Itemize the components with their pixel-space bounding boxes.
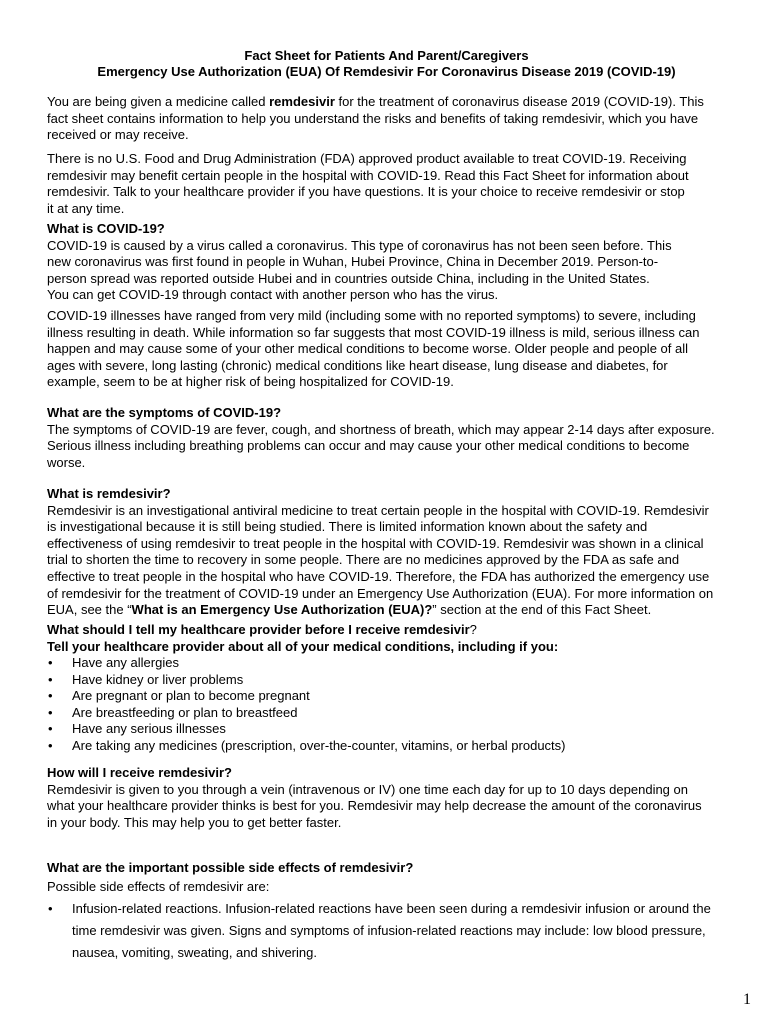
body-line: COVID-19 is caused by a virus called a coronavirus. This type of coronavirus has not been seen before. This [47,237,672,253]
bullet-line: nausea, vomiting, sweating, and shivering. [72,945,317,960]
document-title: Fact Sheet for Patients And Parent/Caregivers [244,48,529,63]
body-line: You can get COVID-19 through contact with another person who has the virus. [47,287,499,303]
covid-illness-paragraph [47,308,762,391]
body-line: is investigational because it is still being studied. There is limited information known about the safety and [47,519,648,535]
section-symptoms [47,405,762,471]
list-item: • Are taking any medicines (prescription, over-the-counter, vitamins, or herbal products) [47,738,762,755]
intro-line: remdesivir. Talk to your healthcare provider if you have questions. It is your choice to receive remdesivir or stop [47,184,685,200]
section-heading: What is remdesivir? [47,486,171,501]
body-line: worse. [47,454,86,470]
intro-paragraph-2 [47,151,762,217]
list-item: • Have any serious illnesses [47,721,762,738]
body-line: new coronavirus was first found in people in Wuhan, Hubei Province, China in December 2019. Person-to- [47,254,659,270]
list-item: • Are breastfeeding or plan to breastfeed [47,705,762,722]
section-heading: What are the symptoms of COVID-19? [47,405,282,420]
section-heading: What are the important possible side effects of remdesivir? [47,860,414,875]
bullet-line: Infusion-related reactions. Infusion-related reactions have been seen during a remdesivir infusion or around the [72,901,711,916]
body-line: ages with severe, long lasting (chronic) medical conditions like heart disease, lung disease and diabetes, for [47,357,668,373]
body-line: The symptoms of COVID-19 are fever, cough, and shortness of breath, which may appear 2-14 days after exposure. [47,421,715,437]
body-line: in your body. This may help you to get better faster. [47,814,342,830]
intro-line: remdesivir may benefit certain people in the hospital with COVID-19. Read this Fact Sheet for information about [47,167,689,183]
section-heading: What is COVID-19? [47,221,165,236]
body-line: EUA, see the “What is an Emergency Use Authorization (EUA)?” section at the end of this Fact Sheet. [47,602,652,618]
list-item: • Have any allergies [47,655,762,672]
section-heading: How will I receive remdesivir? [47,765,232,780]
section-subheading: Tell your healthcare provider about all of your medical conditions, including if you: [47,638,559,654]
section-what-is-remdesivir [47,486,762,619]
section-what-is-covid [47,221,762,304]
document-subtitle: Emergency Use Authorization (EUA) Of Remdesivir For Coronavirus Disease 2019 (COVID-19) [97,64,676,79]
side-effects-bullet [47,901,762,967]
bullet-marker: • [48,901,53,916]
section-heading: What should I tell my healthcare provider before I receive remdesivir? [47,622,477,637]
body-line: effective to treat people in the hospital who have COVID-19. Therefore, the FDA has authorized the emergency use [47,568,710,584]
body-line: example, seem to be at higher risk of being hospitalized for COVID-19. [47,374,454,390]
body-line: effectiveness of using remdesivir to treat people in the hospital with COVID-19. Remdesivir was shown in a clinical [47,535,704,551]
list-item: • Have kidney or liver problems [47,672,762,689]
body-line: what your healthcare provider thinks is best for you. Remdesivir may help decrease the amount of the coronavirus [47,798,702,814]
conditions-list [47,655,762,754]
body-line: of remdesivir for the treatment of COVID-19 under an Emergency Use Authorization (EUA). For more information on [47,585,714,601]
page-number: 1 [743,991,751,1008]
body-line: Remdesivir is given to you through a vein (intravenous or IV) one time each day for up to 10 days depending on [47,781,688,797]
intro-line: it at any time. [47,200,125,216]
body-line: person spread was reported outside Hubei and in countries outside China, including in the United States. [47,270,650,286]
intro-line: received or may receive. [47,127,189,143]
section-how-receive [47,765,762,831]
body-line: Possible side effects of remdesivir are: [47,878,270,894]
intro-line: fact sheet contains information to help you understand the risks and benefits of taking remdesivir, which you have [47,110,699,126]
bullet-line: time remdesivir was given. Signs and symptoms of infusion-related reactions may include: low blood pressure, [72,923,706,938]
list-item: • Are pregnant or plan to become pregnant [47,688,762,705]
intro-paragraph-1 [47,94,762,144]
section-side-effects [47,860,762,895]
intro-line: There is no U.S. Food and Drug Administration (FDA) approved product available to treat COVID-19. Receiving [47,151,687,166]
section-tell-provider [47,622,762,754]
body-line: COVID-19 illnesses have ranged from very mild (including some with no reported symptoms) to severe, including [47,308,696,323]
body-line: Remdesivir is an investigational antiviral medicine to treat certain people in the hospital with COVID-19. Remdesivir [47,502,709,518]
body-line: happen and may cause some of your other medical conditions to become worse. Older people and people of all [47,341,688,357]
body-line: trial to shorten the time to recovery in some people. There are no medicines approved by the FDA as safe and [47,552,680,568]
body-line: Serious illness including breathing problems can occur and may cause your other medical conditions to become [47,438,690,454]
body-line: illness resulting in death. While information so far suggests that most COVID-19 illness is mild, serious illness can [47,324,700,340]
intro-line: You are being given a medicine called remdesivir for the treatment of coronavirus disease 2019 (COVID-19). This [47,94,704,109]
